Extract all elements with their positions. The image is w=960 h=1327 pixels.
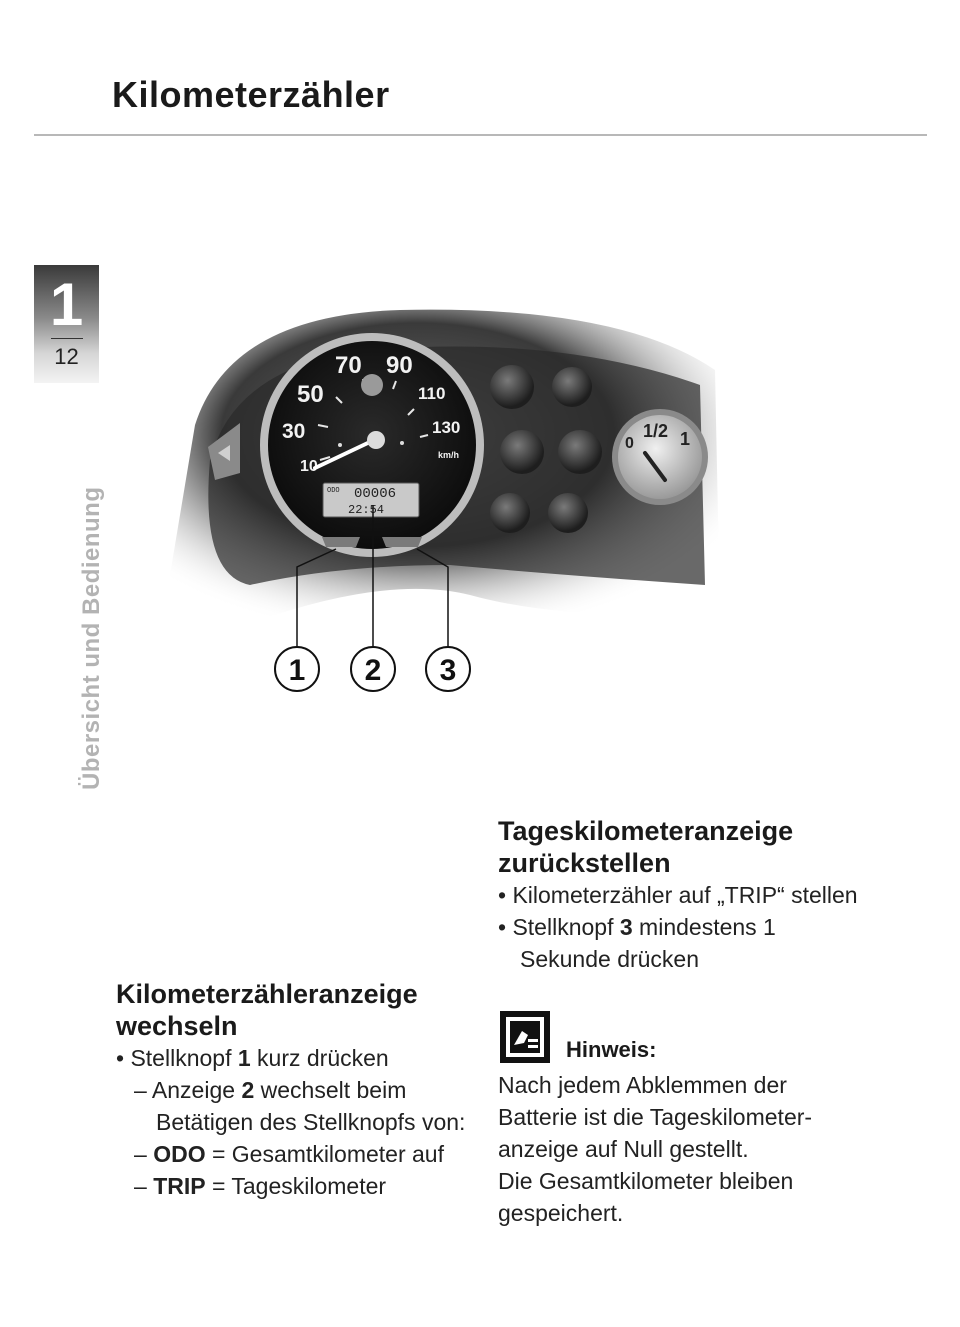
svg-text:50: 50 [297,381,324,408]
note-header [498,1009,868,1065]
svg-text:10: 10 [300,458,318,475]
instruction-substep: – Anzeige 2 wechselt beim Betätigen des Stellknopfs von: [134,1077,466,1135]
svg-text:ODO: ODO [327,487,340,495]
svg-text:30: 30 [282,420,306,443]
instrument-panel-photo [140,275,730,700]
section-heading: Tageskilometeranzeige zurückstellen [498,816,794,878]
chapter-tab [34,265,99,383]
note-text: Die Gesamtkilometer bleiben gespeichert. [498,1168,794,1226]
callout-2: 2 [364,654,382,687]
chapter-number: 1 [49,271,84,338]
svg-text:110: 110 [418,384,446,403]
section-switch-display [116,978,476,1202]
svg-text:1/2: 1/2 [643,421,669,441]
chapter-divider [51,338,83,339]
svg-text:22:54: 22:54 [348,503,385,517]
svg-text:1: 1 [680,429,691,449]
svg-text:70: 70 [335,352,362,379]
note-text: Nach jedem Abklemmen der Batterie ist die Tageskilometer-anzeige auf Null gestellt. [498,1072,813,1162]
svg-text:km/h: km/h [438,450,460,460]
section-heading: Kilometerzähleranzeige wechseln [116,979,418,1041]
callout-3: 3 [439,654,457,687]
svg-text:90: 90 [386,352,413,379]
callout-markers [275,647,470,691]
note-icon [498,1009,552,1065]
instruction-step: • Kilometerzähler auf „TRIP“ stellen [498,882,858,908]
section-reset-trip [498,815,868,1229]
page-title: Kilometerzähler [112,74,390,115]
display-option-odo: – ODO = Gesamtkilometer auf [134,1141,444,1167]
callout-1: 1 [288,654,306,687]
instruction-step: • Stellknopf 1 kurz drücken [116,1045,389,1071]
instruction-step: • Stellknopf 3 mindestens 1 Sekunde drücken [498,914,776,972]
chapter-side-label: Übersicht und Bedienung [78,486,105,790]
page-number: 12 [54,344,79,369]
title-divider [34,134,927,136]
svg-text:00006: 00006 [354,486,397,502]
note-label: Hinweis: [566,1037,657,1062]
display-option-trip: – TRIP = Tageskilometer [134,1173,387,1199]
svg-text:130: 130 [432,418,461,437]
svg-text:0: 0 [625,435,634,452]
